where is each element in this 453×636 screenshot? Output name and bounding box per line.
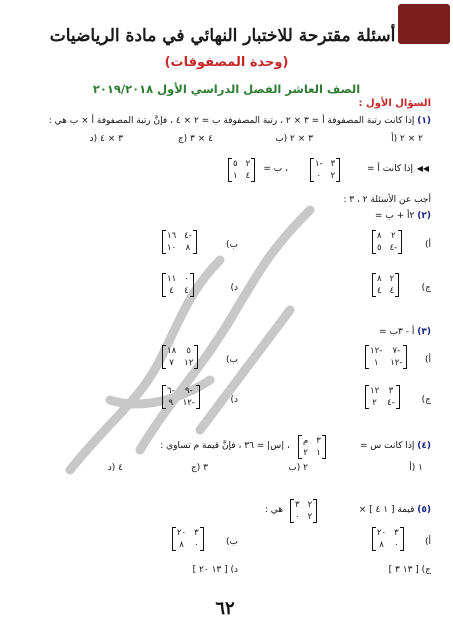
- matrix-cell: ١٢-: [390, 357, 403, 368]
- matrix-cell: ٣: [394, 528, 399, 538]
- matrix-cell: ٢: [307, 500, 313, 510]
- matrix-cell: ٢: [389, 274, 395, 284]
- question-4-intro: [360, 442, 431, 451]
- matrix-cell: ٨: [377, 231, 382, 241]
- option-a-label[interactable]: أ): [424, 537, 431, 547]
- given-label-a: إذا كانت أ =: [366, 164, 413, 174]
- option-d[interactable]: ٤ (د: [107, 463, 123, 473]
- option-c-matrix: [372, 273, 399, 297]
- matrix-cell: ٨: [185, 242, 191, 253]
- option-b[interactable]: ٢ (ب: [288, 463, 308, 473]
- matrix-cell: ٣: [295, 500, 300, 510]
- arrow-icon: ◀◀: [416, 164, 429, 173]
- matrix-cell: ٤-: [387, 397, 395, 408]
- matrix-cell: م: [303, 436, 309, 446]
- question-text: إذا كانت رتبة المصفوفة أ = ٣ × ٢ ، رتبة المصفوفة ب = ٢ × ٤ ، فإنَّ رتبة المصفوفة أ × ب هي :: [48, 116, 415, 126]
- given-label-b: ، ب =: [263, 164, 288, 174]
- page-title: أسئلة مقترحة للاختبار النهائي في مادة الرياضيات: [49, 26, 396, 46]
- page-number: ٦٢: [215, 598, 235, 619]
- grade-line: الصف العاشر الفصل الدراسي الأول ٢٠١٩/٢٠١٨: [92, 82, 361, 96]
- matrix-cell: ٢: [303, 447, 308, 458]
- matrix-cell: ٨: [377, 274, 382, 284]
- option-a-label[interactable]: أ): [424, 355, 431, 365]
- matrix-cell: ٤: [184, 285, 189, 296]
- matrix-cell: ١١: [167, 274, 177, 284]
- matrix-cell: ٤: [169, 285, 174, 296]
- matrix-cell: ٠: [184, 274, 189, 284]
- matrix-b: [228, 158, 255, 182]
- option-c-label[interactable]: ج): [421, 283, 431, 293]
- option-d-matrix: [162, 273, 194, 297]
- option-a-label[interactable]: أ): [424, 240, 431, 250]
- option-d[interactable]: ٣ × ٤ (د: [89, 134, 123, 144]
- option-b[interactable]: ٣ × ٢ (ب: [275, 134, 313, 144]
- question-3: [379, 328, 431, 337]
- option-b-label[interactable]: ب): [226, 537, 238, 547]
- matrix-cell: ٢: [330, 170, 336, 181]
- matrix-cell: ٣: [388, 386, 394, 396]
- matrix-cell: ٤-: [389, 242, 398, 253]
- option-a-matrix: [372, 527, 404, 551]
- question-text: قيمة [ ١ ٤ ] ×: [358, 505, 415, 515]
- logo-badge: [398, 4, 450, 44]
- matrix-cell: ٥: [377, 242, 382, 253]
- matrix-cell: ٠: [194, 539, 199, 550]
- matrix-cell: ٢: [245, 159, 251, 169]
- option-a[interactable]: ١ (أ: [409, 463, 423, 473]
- option-d[interactable]: د) [ ١٣ ٢٠ ]: [192, 565, 238, 575]
- question-1: [49, 117, 431, 126]
- question-number: (١): [417, 116, 431, 126]
- matrix-cell: ١-: [315, 159, 323, 169]
- question-5-rest: هي :: [264, 505, 283, 515]
- option-b-matrix: [162, 345, 198, 369]
- matrix-q5: [290, 499, 317, 523]
- matrix-cell: ٤-: [184, 231, 192, 241]
- matrix-s: [298, 435, 326, 459]
- matrix-cell: ٠: [295, 511, 300, 522]
- option-c[interactable]: ج) [ ١٣ ٣ ]: [388, 565, 431, 575]
- unit-subtitle: (وحدة المصفوفات): [164, 55, 289, 70]
- question-number: (٣): [417, 327, 431, 337]
- matrix-cell: ٧-: [392, 346, 401, 356]
- matrix-cell: ٥: [233, 159, 238, 169]
- matrix-cell: ٤: [389, 285, 395, 296]
- option-c-label[interactable]: ج): [421, 395, 431, 405]
- matrix-cell: ١٦: [167, 231, 177, 241]
- matrix-cell: ٢: [372, 397, 377, 408]
- matrix-cell: ٣: [316, 436, 321, 446]
- matrix-cell: ١: [233, 170, 238, 181]
- option-c-matrix: [365, 385, 400, 409]
- option-a[interactable]: ٢ × ٢ (أ: [391, 134, 423, 144]
- question-text: أ - ٣ب =: [379, 327, 415, 337]
- instruction: أجب عن الأسئلة ٢ ، ٣ :: [343, 195, 431, 205]
- matrix-cell: ١٨: [167, 346, 177, 356]
- option-b-label[interactable]: ب): [226, 355, 238, 365]
- option-d-label[interactable]: د): [230, 283, 238, 293]
- matrix-cell: ٩-: [184, 386, 193, 396]
- matrix-cell: ١٢: [370, 386, 380, 396]
- matrix-cell: ٢٠: [377, 528, 387, 538]
- option-a-matrix: [372, 230, 402, 254]
- question-number: (٥): [417, 505, 431, 515]
- matrix-a: [310, 158, 340, 182]
- matrix-cell: ٠: [394, 539, 399, 550]
- option-d-label[interactable]: د): [230, 395, 238, 405]
- question-2: [375, 212, 431, 221]
- matrix-cell: ١: [316, 447, 321, 458]
- option-a-matrix: [365, 345, 407, 369]
- matrix-cell: ٨: [179, 539, 184, 550]
- question-number: (٢): [417, 211, 431, 221]
- matrix-cell: ٤: [245, 170, 251, 181]
- matrix-cell: ١٢: [184, 357, 194, 368]
- option-c[interactable]: ٤ × ٣ (ج: [177, 134, 213, 144]
- option-b-label[interactable]: ب): [226, 240, 238, 250]
- option-b-matrix: [172, 527, 204, 551]
- question-5-intro: [359, 506, 431, 515]
- matrix-cell: ٧: [169, 357, 174, 368]
- matrix-cell: ١٢-: [182, 397, 195, 408]
- section-title: السؤال الأول :: [358, 98, 431, 109]
- matrix-cell: ٢٠: [177, 528, 187, 538]
- matrix-cell: ٦-: [167, 386, 175, 396]
- matrix-cell: ٨: [379, 539, 384, 550]
- matrix-cell: ٣: [194, 528, 199, 538]
- matrix-cell: ٣: [330, 159, 336, 169]
- option-c[interactable]: ٣ (ج: [190, 463, 208, 473]
- matrix-cell: ١٠: [167, 242, 177, 253]
- option-b-matrix: [162, 230, 197, 254]
- question-number: (٤): [417, 441, 431, 451]
- matrix-cell: ٥: [186, 346, 191, 356]
- question-text: إذا كانت س =: [359, 441, 415, 451]
- question-text: ٢أ + ب =: [374, 211, 415, 221]
- matrix-cell: ٢: [391, 231, 396, 241]
- matrix-cell: ١٢-: [370, 346, 383, 356]
- question-4-rest: ، |س| = ٣٦ ، فإنَّ قيمة م تساوي :: [160, 441, 290, 451]
- matrix-cell: ١: [373, 357, 379, 368]
- option-d-matrix: [162, 385, 200, 409]
- matrix-cell: ٠: [316, 170, 322, 181]
- matrix-cell: ٤: [377, 285, 382, 296]
- matrix-cell: ٩: [168, 397, 174, 408]
- matrix-cell: ٢: [307, 511, 313, 522]
